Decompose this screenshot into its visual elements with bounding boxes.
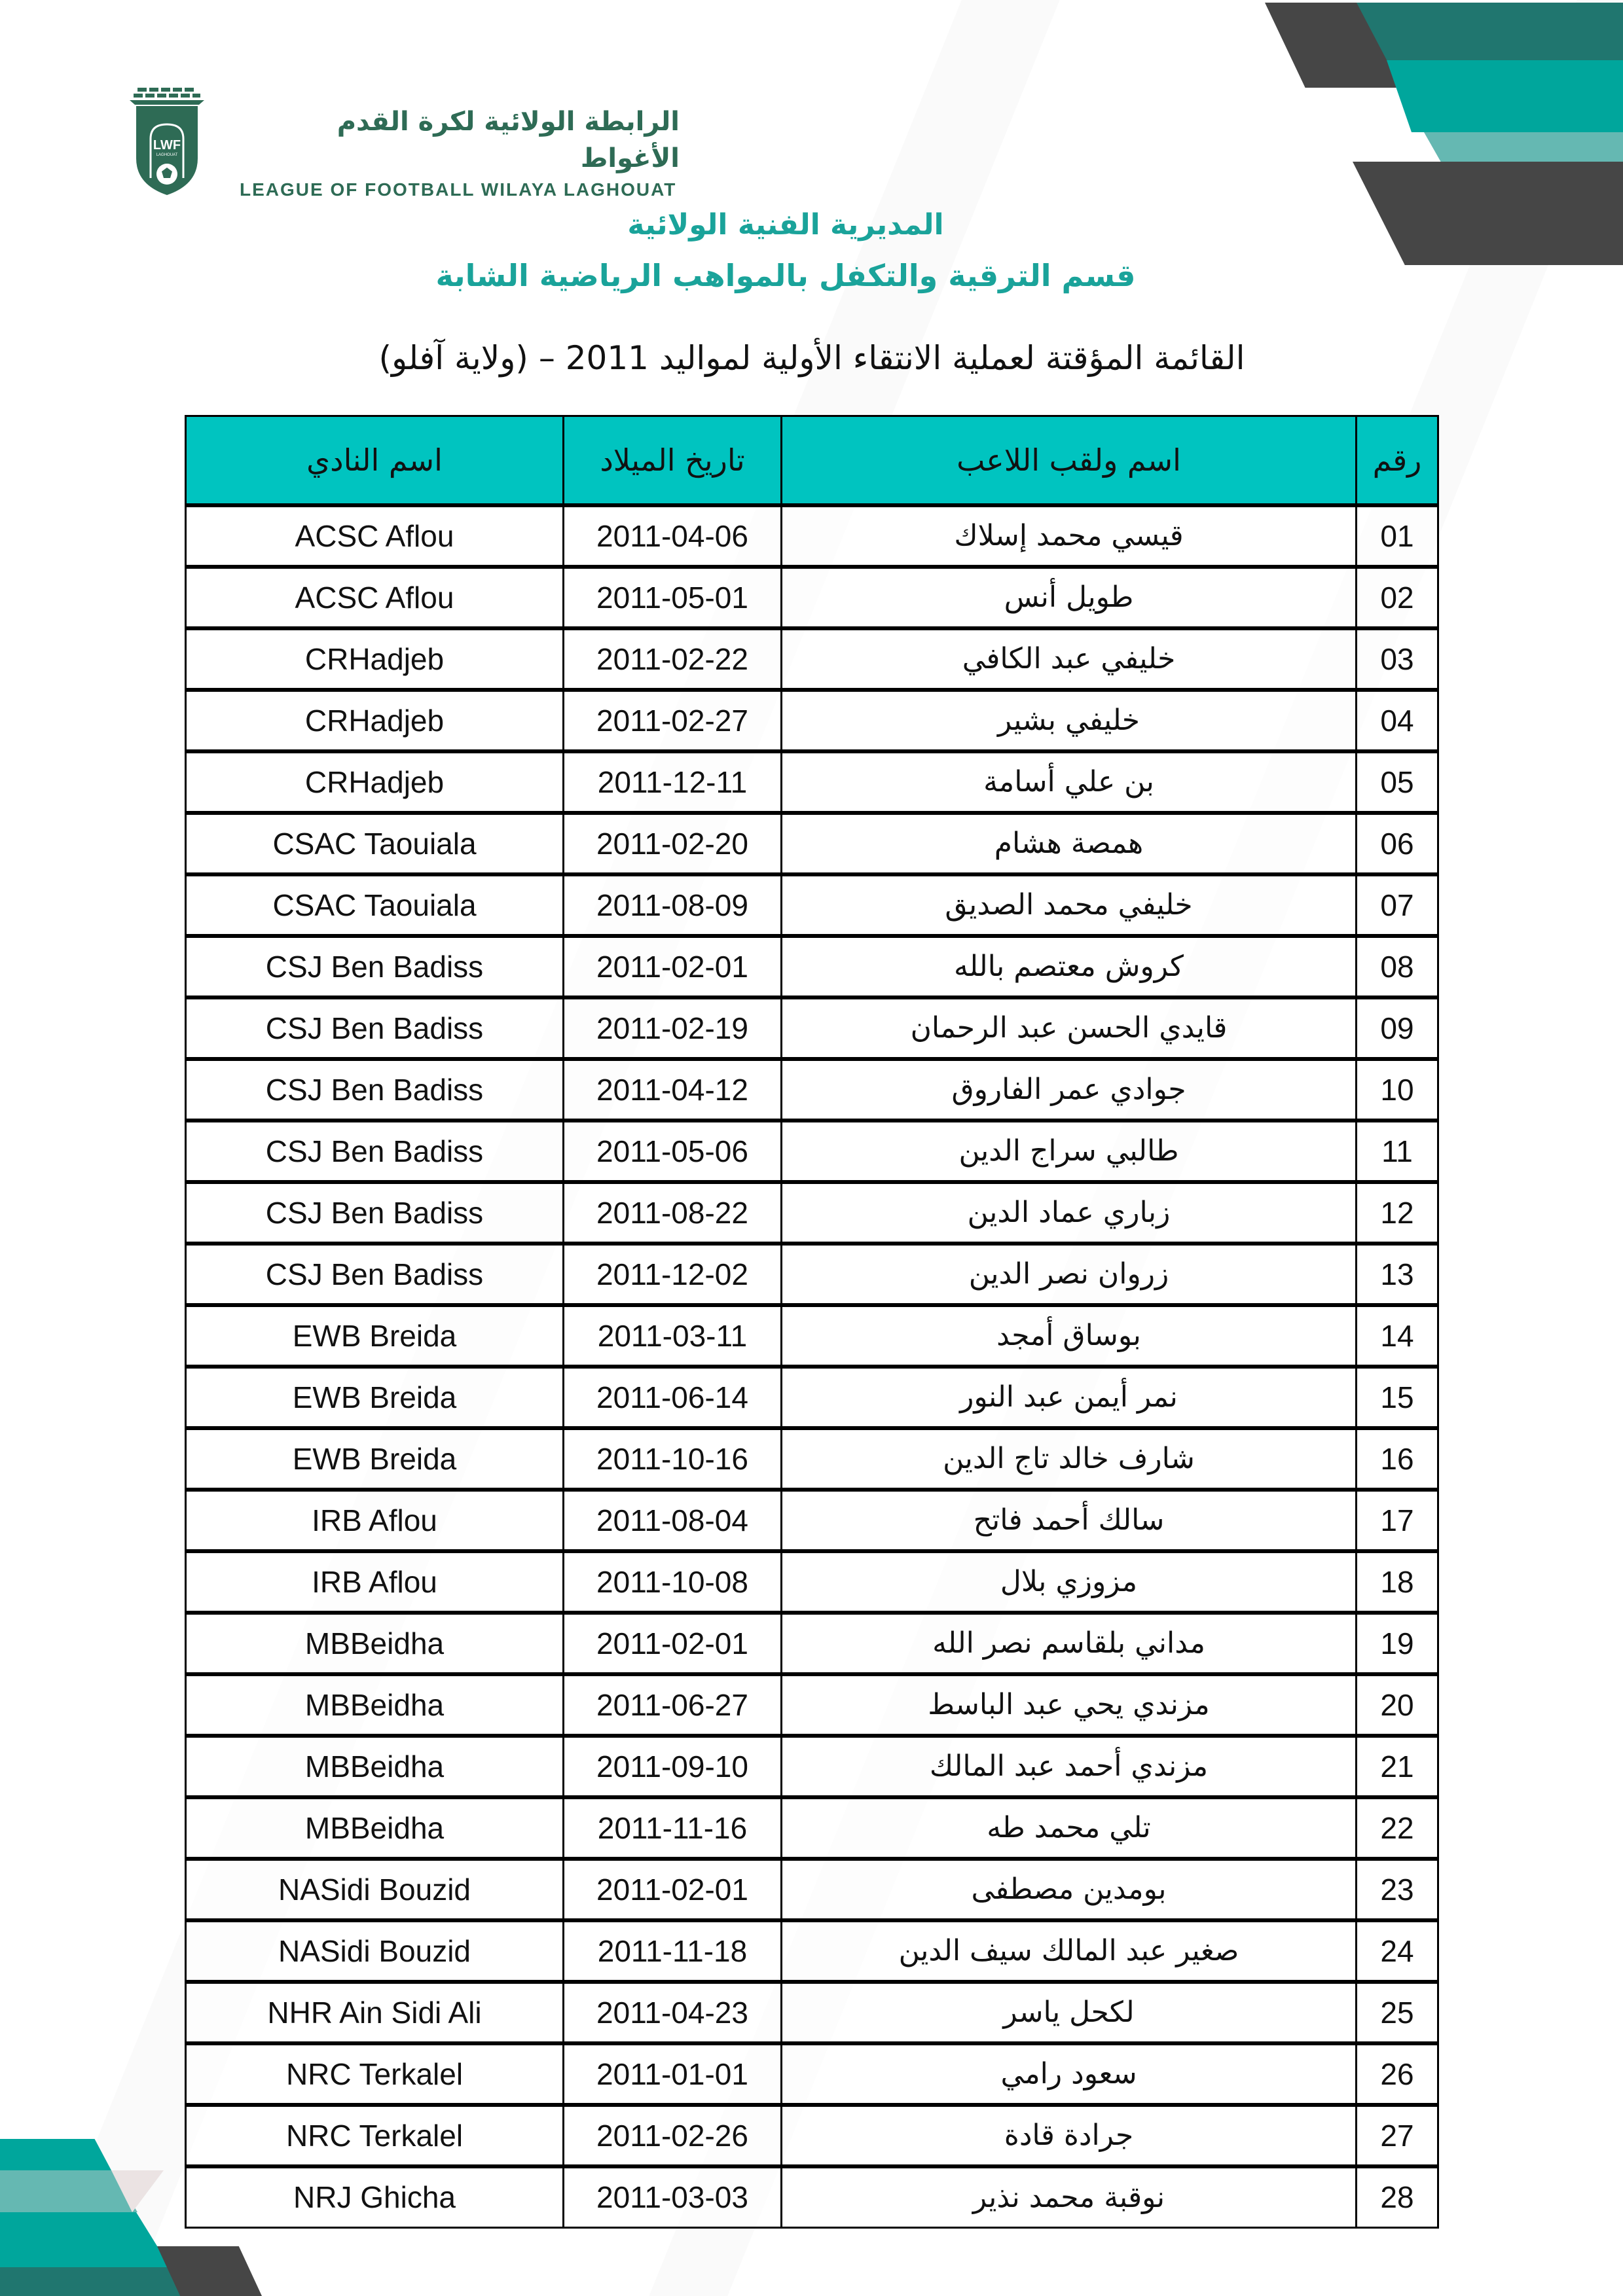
player-name-cell: كروش معتصم بالله — [782, 936, 1357, 997]
club-cell: ACSC Aflou — [186, 505, 564, 567]
player-name-cell: جوادي عمر الفاروق — [782, 1059, 1357, 1121]
table-row — [186, 1244, 1438, 1305]
number-cell: 09 — [1357, 997, 1438, 1059]
birth-date-cell: 2011-04-12 — [564, 1059, 782, 1121]
birth-date-cell: 2011-09-10 — [564, 1736, 782, 1797]
player-name-cell: مزندي يحي عبد الباسط — [782, 1674, 1357, 1736]
club-cell: IRB Aflou — [186, 1551, 564, 1613]
number-cell: 04 — [1357, 690, 1438, 751]
birth-date-cell: 2011-02-01 — [564, 936, 782, 997]
club-cell: EWB Breida — [186, 1367, 564, 1428]
number-cell: 15 — [1357, 1367, 1438, 1428]
club-cell: NRJ Ghicha — [186, 2166, 564, 2228]
table-row — [186, 1982, 1438, 2043]
club-cell: CSJ Ben Badiss — [186, 1182, 564, 1244]
player-name-cell: بن علي أسامة — [782, 751, 1357, 813]
birth-date-cell: 2011-08-04 — [564, 1490, 782, 1551]
table-row — [186, 1859, 1438, 1920]
corner-decoration-teal-band — [1387, 60, 1623, 132]
number-cell: 18 — [1357, 1551, 1438, 1613]
svg-text:LWF: LWF — [153, 138, 181, 152]
club-cell: MBBeidha — [186, 1797, 564, 1859]
table-row — [186, 1059, 1438, 1121]
number-cell: 16 — [1357, 1428, 1438, 1490]
number-cell: 14 — [1357, 1305, 1438, 1367]
column-header-number: رقم — [1357, 416, 1438, 505]
department-subtitle: قسم الترقية والتكفل بالمواهب الرياضية الشابة — [435, 258, 1136, 293]
table-row — [186, 751, 1438, 813]
column-header-birth-date: تاريخ الميلاد — [564, 416, 782, 505]
table-row — [186, 874, 1438, 936]
birth-date-cell: 2011-08-22 — [564, 1182, 782, 1244]
number-cell: 20 — [1357, 1674, 1438, 1736]
number-cell: 23 — [1357, 1859, 1438, 1920]
player-name-cell: طويل أنس — [782, 567, 1357, 628]
column-header-player-name: اسم ولقب اللاعب — [782, 416, 1357, 505]
number-cell: 01 — [1357, 505, 1438, 567]
number-cell: 25 — [1357, 1982, 1438, 2043]
birth-date-cell: 2011-03-03 — [564, 2166, 782, 2228]
corner-decoration-teal-band — [0, 2139, 111, 2170]
club-cell: NASidi Bouzid — [186, 1859, 564, 1920]
birth-date-cell: 2011-02-19 — [564, 997, 782, 1059]
birth-date-cell: 2011-11-16 — [564, 1797, 782, 1859]
table-row — [186, 1674, 1438, 1736]
number-cell: 12 — [1357, 1182, 1438, 1244]
player-name-cell: جرادة قادة — [782, 2105, 1357, 2166]
number-cell: 22 — [1357, 1797, 1438, 1859]
department-title: المديرية الفنية الولائية — [627, 208, 944, 242]
birth-date-cell: 2011-11-18 — [564, 1920, 782, 1982]
table-row — [186, 505, 1438, 567]
svg-text:LAGHOUAT: LAGHOUAT — [156, 153, 178, 157]
player-name-cell: تلي محمد طه — [782, 1797, 1357, 1859]
birth-date-cell: 2011-02-26 — [564, 2105, 782, 2166]
club-cell: NRC Terkalel — [186, 2043, 564, 2105]
table-row — [186, 1797, 1438, 1859]
club-cell: MBBeidha — [186, 1613, 564, 1674]
birth-date-cell: 2011-08-09 — [564, 874, 782, 936]
club-cell: ACSC Aflou — [186, 567, 564, 628]
players-table — [185, 415, 1439, 2229]
player-name-cell: مزندي أحمد عبد المالك — [782, 1736, 1357, 1797]
birth-date-cell: 2011-01-01 — [564, 2043, 782, 2105]
birth-date-cell: 2011-02-27 — [564, 690, 782, 751]
club-cell: CSAC Taouiala — [186, 874, 564, 936]
organization-name-arabic: الرابطة الولائية لكرة القدم الأغواط — [337, 107, 680, 173]
number-cell: 21 — [1357, 1736, 1438, 1797]
number-cell: 10 — [1357, 1059, 1438, 1121]
number-cell: 02 — [1357, 567, 1438, 628]
number-cell: 05 — [1357, 751, 1438, 813]
birth-date-cell: 2011-12-11 — [564, 751, 782, 813]
player-name-cell: قيسي محمد إسلاك — [782, 505, 1357, 567]
number-cell: 03 — [1357, 628, 1438, 690]
organization-header — [240, 103, 680, 202]
player-name-cell: لكحل ياسر — [782, 1982, 1357, 2043]
player-name-cell: نمر أيمن عبد النور — [782, 1367, 1357, 1428]
club-cell: IRB Aflou — [186, 1490, 564, 1551]
number-cell: 17 — [1357, 1490, 1438, 1551]
player-name-cell: قايدي الحسن عبد الرحمان — [782, 997, 1357, 1059]
player-name-cell: خليفي بشير — [782, 690, 1357, 751]
number-cell: 26 — [1357, 2043, 1438, 2105]
birth-date-cell: 2011-04-06 — [564, 505, 782, 567]
number-cell: 19 — [1357, 1613, 1438, 1674]
player-name-cell: خليفي عبد الكافي — [782, 628, 1357, 690]
club-cell: MBBeidha — [186, 1736, 564, 1797]
birth-date-cell: 2011-10-08 — [564, 1551, 782, 1613]
birth-date-cell: 2011-04-23 — [564, 1982, 782, 2043]
birth-date-cell: 2011-12-02 — [564, 1244, 782, 1305]
birth-date-cell: 2011-02-01 — [564, 1613, 782, 1674]
player-name-cell: بومدين مصطفى — [782, 1859, 1357, 1920]
player-name-cell: سعود رامي — [782, 2043, 1357, 2105]
number-cell: 13 — [1357, 1244, 1438, 1305]
table-row — [186, 1551, 1438, 1613]
club-cell: CSJ Ben Badiss — [186, 936, 564, 997]
table-row — [186, 813, 1438, 874]
table-row — [186, 2105, 1438, 2166]
table-row — [186, 1121, 1438, 1182]
number-cell: 08 — [1357, 936, 1438, 997]
league-logo — [128, 86, 206, 196]
club-cell: EWB Breida — [186, 1305, 564, 1367]
club-cell: CSJ Ben Badiss — [186, 1059, 564, 1121]
table-row — [186, 2043, 1438, 2105]
birth-date-cell: 2011-10-16 — [564, 1428, 782, 1490]
column-header-club: اسم النادي — [186, 416, 564, 505]
club-cell: NHR Ain Sidi Ali — [186, 1982, 564, 2043]
table-row — [186, 1920, 1438, 1982]
number-cell: 28 — [1357, 2166, 1438, 2228]
table-row — [186, 1182, 1438, 1244]
club-cell: CSJ Ben Badiss — [186, 997, 564, 1059]
player-name-cell: مداني بلقاسم نصر الله — [782, 1613, 1357, 1674]
table-row — [186, 1736, 1438, 1797]
club-cell: CSJ Ben Badiss — [186, 1244, 564, 1305]
player-name-cell: سالك أحمد فاتح — [782, 1490, 1357, 1551]
corner-decoration-teal-dark-band — [1357, 3, 1623, 60]
club-cell: CSAC Taouiala — [186, 813, 564, 874]
player-name-cell: بوساق أمجد — [782, 1305, 1357, 1367]
player-name-cell: شارف خالد تاج الدين — [782, 1428, 1357, 1490]
number-cell: 06 — [1357, 813, 1438, 874]
table-row — [186, 997, 1438, 1059]
birth-date-cell: 2011-02-22 — [564, 628, 782, 690]
corner-decoration-teal-dark-band — [0, 2267, 187, 2296]
table-header-row — [186, 416, 1438, 505]
table-row — [186, 2166, 1438, 2228]
table-row — [186, 1428, 1438, 1490]
table-row — [186, 1613, 1438, 1674]
player-name-cell: زروان نصر الدين — [782, 1244, 1357, 1305]
table-row — [186, 1490, 1438, 1551]
club-cell: EWB Breida — [186, 1428, 564, 1490]
birth-date-cell: 2011-05-01 — [564, 567, 782, 628]
player-name-cell: زباري عماد الدين — [782, 1182, 1357, 1244]
birth-date-cell: 2011-05-06 — [564, 1121, 782, 1182]
organization-name-english: LEAGUE OF FOOTBALL WILAYA LAGHOUAT — [240, 179, 677, 200]
player-name-cell: همصة هشام — [782, 813, 1357, 874]
player-name-cell: نوقبة محمد نذير — [782, 2166, 1357, 2228]
table-row — [186, 567, 1438, 628]
player-name-cell: مزوزي بلال — [782, 1551, 1357, 1613]
player-name-cell: صغير عبد المالك سيف الدين — [782, 1920, 1357, 1982]
birth-date-cell: 2011-02-20 — [564, 813, 782, 874]
club-cell: CRHadjeb — [186, 690, 564, 751]
birth-date-cell: 2011-02-01 — [564, 1859, 782, 1920]
number-cell: 27 — [1357, 2105, 1438, 2166]
birth-date-cell: 2011-06-27 — [564, 1674, 782, 1736]
table-row — [186, 936, 1438, 997]
number-cell: 07 — [1357, 874, 1438, 936]
number-cell: 11 — [1357, 1121, 1438, 1182]
table-row — [186, 1367, 1438, 1428]
player-name-cell: طالبي سراج الدين — [782, 1121, 1357, 1182]
birth-date-cell: 2011-06-14 — [564, 1367, 782, 1428]
document-title: القائمة المؤقتة لعملية الانتقاء الأولية لمواليد 2011 – (ولاية آفلو) — [378, 339, 1245, 377]
corner-decoration-dark-band — [1353, 162, 1623, 265]
club-cell: CRHadjeb — [186, 628, 564, 690]
table-row — [186, 628, 1438, 690]
club-cell: CRHadjeb — [186, 751, 564, 813]
club-cell: CSJ Ben Badiss — [186, 1121, 564, 1182]
club-cell: MBBeidha — [186, 1674, 564, 1736]
club-cell: NASidi Bouzid — [186, 1920, 564, 1982]
table-row — [186, 1305, 1438, 1367]
table-row — [186, 690, 1438, 751]
number-cell: 24 — [1357, 1920, 1438, 1982]
birth-date-cell: 2011-03-11 — [564, 1305, 782, 1367]
corner-decoration-teal-light-band — [1424, 132, 1623, 162]
club-cell: NRC Terkalel — [186, 2105, 564, 2166]
player-name-cell: خليفي محمد الصديق — [782, 874, 1357, 936]
